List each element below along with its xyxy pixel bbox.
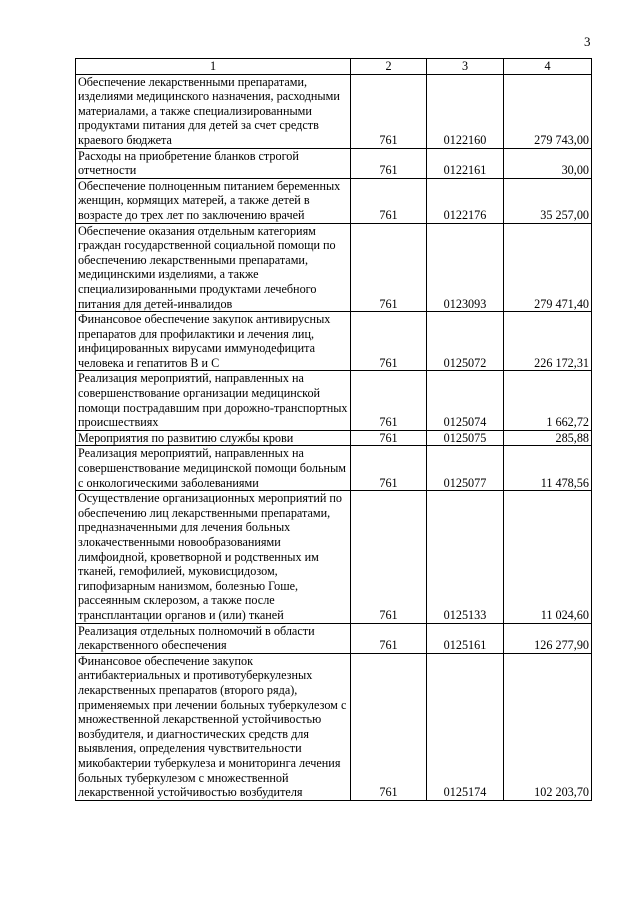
row-target-code: 0123093 <box>427 223 504 312</box>
table-row <box>76 178 592 223</box>
row-amount: 279 743,00 <box>504 74 592 148</box>
row-amount: 279 471,40 <box>504 223 592 312</box>
row-target-code: 0125072 <box>427 312 504 371</box>
row-description: Обеспечение лекарственными препаратами, изделиями медицинского назначения, расходными материалами, а также специализированными продуктами питания для детей за счет средств краевого бюджета <box>76 74 351 148</box>
table-row <box>76 371 592 430</box>
column-header: 3 <box>427 59 504 75</box>
column-header: 1 <box>76 59 351 75</box>
row-code: 761 <box>351 653 427 800</box>
row-description: Финансовое обеспечение закупок антибактериальных и противотуберкулезных лекарственных препаратов (второго ряда), применяемых при лечении больных туберкулезом с множественной лекарственной устойчивостью возбудителя, и диагностических средств для выявления, определения чувствительности микобактерии туберкулеза и мониторинга лечения больных туберкулезом с множественной лекарственной устойчивостью возбудителя <box>76 653 351 800</box>
column-header: 2 <box>351 59 427 75</box>
row-amount: 1 662,72 <box>504 371 592 430</box>
column-header: 4 <box>504 59 592 75</box>
table-row <box>76 623 592 653</box>
table-row <box>76 223 592 312</box>
row-description: Реализация мероприятий, направленных на совершенствование организации медицинской помощи пострадавшим при дорожно-транспортных происшествиях <box>76 371 351 430</box>
row-code: 761 <box>351 178 427 223</box>
row-amount: 11 024,60 <box>504 491 592 623</box>
row-description: Реализация отдельных полномочий в области лекарственного обеспечения <box>76 623 351 653</box>
row-target-code: 0125077 <box>427 446 504 491</box>
row-description: Осуществление организационных мероприятий по обеспечению лиц лекарственными препаратами, предназначенными для лечения больных злокачественными новообразованиями лимфоидной, кроветворной и родственных им тканей, гемофилией, муковисцидозом, гипофизарным нанизмом, болезнью Гоше, рассеянным склерозом, а также после трансплантации органов и (или) тканей <box>76 491 351 623</box>
row-description: Финансовое обеспечение закупок антивирусных препаратов для профилактики и лечения лиц, инфицированных вирусами иммунодефицита человека и гепатитов В и С <box>76 312 351 371</box>
row-description: Реализация мероприятий, направленных на совершенствование медицинской помощи больным с онкологическими заболеваниями <box>76 446 351 491</box>
row-code: 761 <box>351 446 427 491</box>
row-code: 761 <box>351 223 427 312</box>
row-target-code: 0122160 <box>427 74 504 148</box>
table-row <box>76 491 592 623</box>
row-target-code: 0122176 <box>427 178 504 223</box>
row-code: 761 <box>351 371 427 430</box>
table-header-row <box>76 59 592 75</box>
table-row <box>76 653 592 800</box>
row-target-code: 0125133 <box>427 491 504 623</box>
row-amount: 11 478,56 <box>504 446 592 491</box>
table-row <box>76 74 592 148</box>
row-description: Обеспечение полноценным питанием беременных женщин, кормящих матерей, а также детей в возрасте до трех лет по заключению врачей <box>76 178 351 223</box>
budget-table <box>75 58 592 801</box>
row-target-code: 0122161 <box>427 148 504 178</box>
row-amount: 35 257,00 <box>504 178 592 223</box>
row-target-code: 0125074 <box>427 371 504 430</box>
row-amount: 126 277,90 <box>504 623 592 653</box>
row-description: Расходы на приобретение бланков строгой отчетности <box>76 148 351 178</box>
row-code: 761 <box>351 74 427 148</box>
row-target-code: 0125075 <box>427 430 504 446</box>
row-target-code: 0125161 <box>427 623 504 653</box>
row-description: Обеспечение оказания отдельным категориям граждан государственной социальной помощи по обеспечению лекарственными препаратами, медицинскими изделиями, а также специализированными продуктами лечебного питания для детей-инвалидов <box>76 223 351 312</box>
page-number: 3 <box>584 34 591 49</box>
row-amount: 30,00 <box>504 148 592 178</box>
table-row <box>76 148 592 178</box>
row-amount: 226 172,31 <box>504 312 592 371</box>
row-description: Мероприятия по развитию службы крови <box>76 430 351 446</box>
row-amount: 285,88 <box>504 430 592 446</box>
table-row <box>76 430 592 446</box>
table-row <box>76 446 592 491</box>
row-code: 761 <box>351 430 427 446</box>
row-amount: 102 203,70 <box>504 653 592 800</box>
row-code: 761 <box>351 623 427 653</box>
row-target-code: 0125174 <box>427 653 504 800</box>
row-code: 761 <box>351 312 427 371</box>
table-row <box>76 312 592 371</box>
row-code: 761 <box>351 491 427 623</box>
row-code: 761 <box>351 148 427 178</box>
